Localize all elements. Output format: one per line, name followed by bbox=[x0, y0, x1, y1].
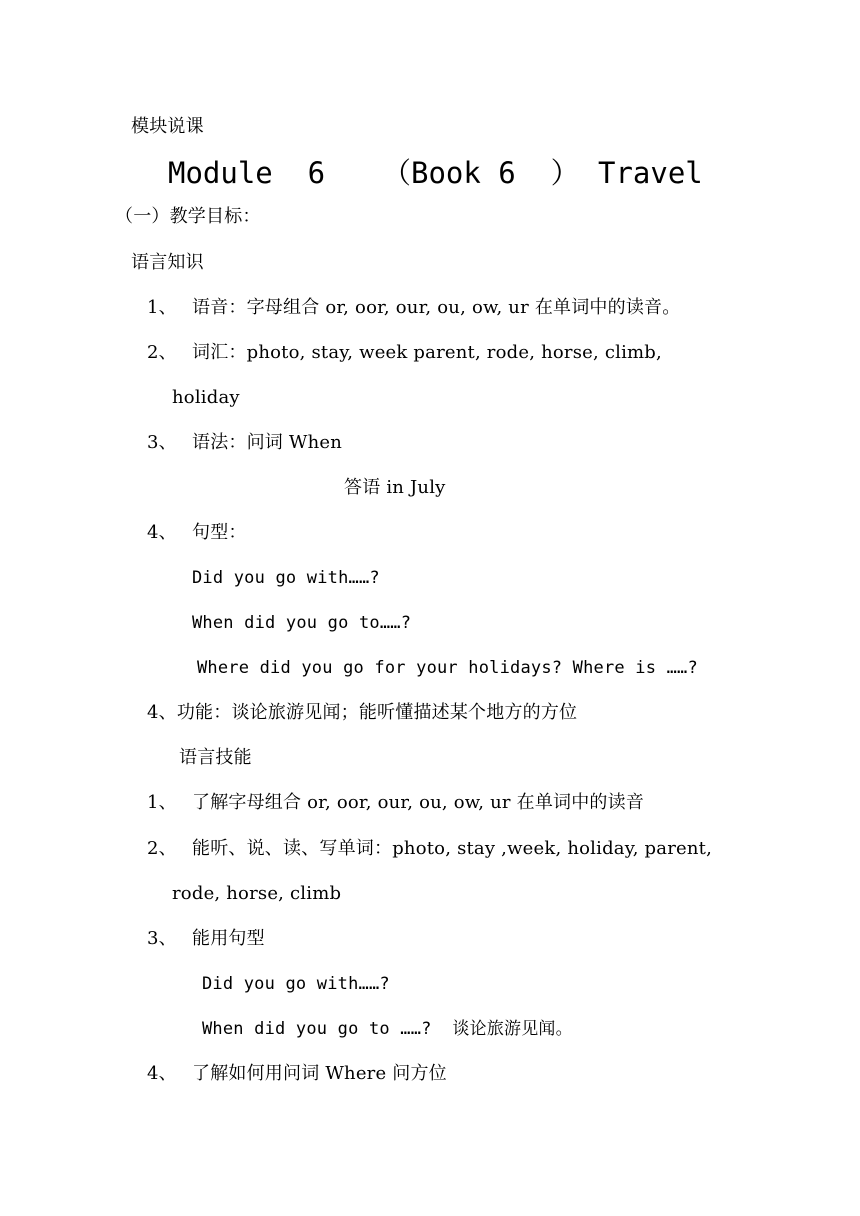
item-number: 3、 bbox=[147, 432, 177, 453]
section-objectives-heading: （一）教学目标： bbox=[115, 206, 261, 227]
pattern-line: Where did you go for your holidays? Where is ……? bbox=[197, 658, 698, 678]
pattern-line: Did you go with……? bbox=[202, 974, 390, 994]
function-line: 4、功能：谈论旅游见闻；能听懂描述某个地方的方位 bbox=[147, 702, 578, 723]
pattern-line: Did you go with……? bbox=[192, 568, 380, 588]
item-text: 词汇：photo, stay, week parent, rode, horse, climb, bbox=[192, 342, 662, 363]
item-number: 1、 bbox=[147, 792, 177, 813]
pattern-line: When did you go to……? bbox=[192, 613, 412, 633]
item-text: 能用句型 bbox=[192, 928, 265, 949]
item-number: 4、 bbox=[147, 522, 177, 543]
header-label: 模块说课 bbox=[131, 116, 204, 137]
item-text: 语法：问词 When bbox=[192, 432, 343, 453]
item-number: 2、 bbox=[147, 342, 177, 363]
item-text: 语音：字母组合 or, oor, our, ou, ow, ur 在单词中的读音。 bbox=[192, 297, 681, 318]
item-text: 句型： bbox=[192, 522, 247, 543]
language-skills-heading: 语言技能 bbox=[179, 747, 252, 768]
item-text: rode, horse, climb bbox=[172, 883, 342, 904]
item-text: 答语 in July bbox=[344, 477, 446, 498]
pattern-line: When did you go to ……? 谈论旅游见闻。 bbox=[202, 1019, 573, 1039]
item-text: 了解如何用问词 Where 问方位 bbox=[192, 1063, 447, 1084]
title-module: Module 6 bbox=[168, 156, 326, 190]
item-number: 4、 bbox=[147, 1063, 177, 1084]
item-text: holiday bbox=[172, 387, 240, 408]
item-number: 3、 bbox=[147, 928, 177, 949]
item-text: 能听、说、读、写单词：photo, stay ,week, holiday, parent, bbox=[192, 838, 713, 859]
item-number: 2、 bbox=[147, 838, 177, 859]
item-text: 了解字母组合 or, oor, our, ou, ow, ur 在单词中的读音 bbox=[192, 792, 645, 813]
title-book: （Book 6 ） bbox=[382, 156, 580, 190]
item-number: 1、 bbox=[147, 297, 177, 318]
language-knowledge-heading: 语言知识 bbox=[131, 252, 204, 273]
title-topic: Travel bbox=[598, 156, 703, 190]
